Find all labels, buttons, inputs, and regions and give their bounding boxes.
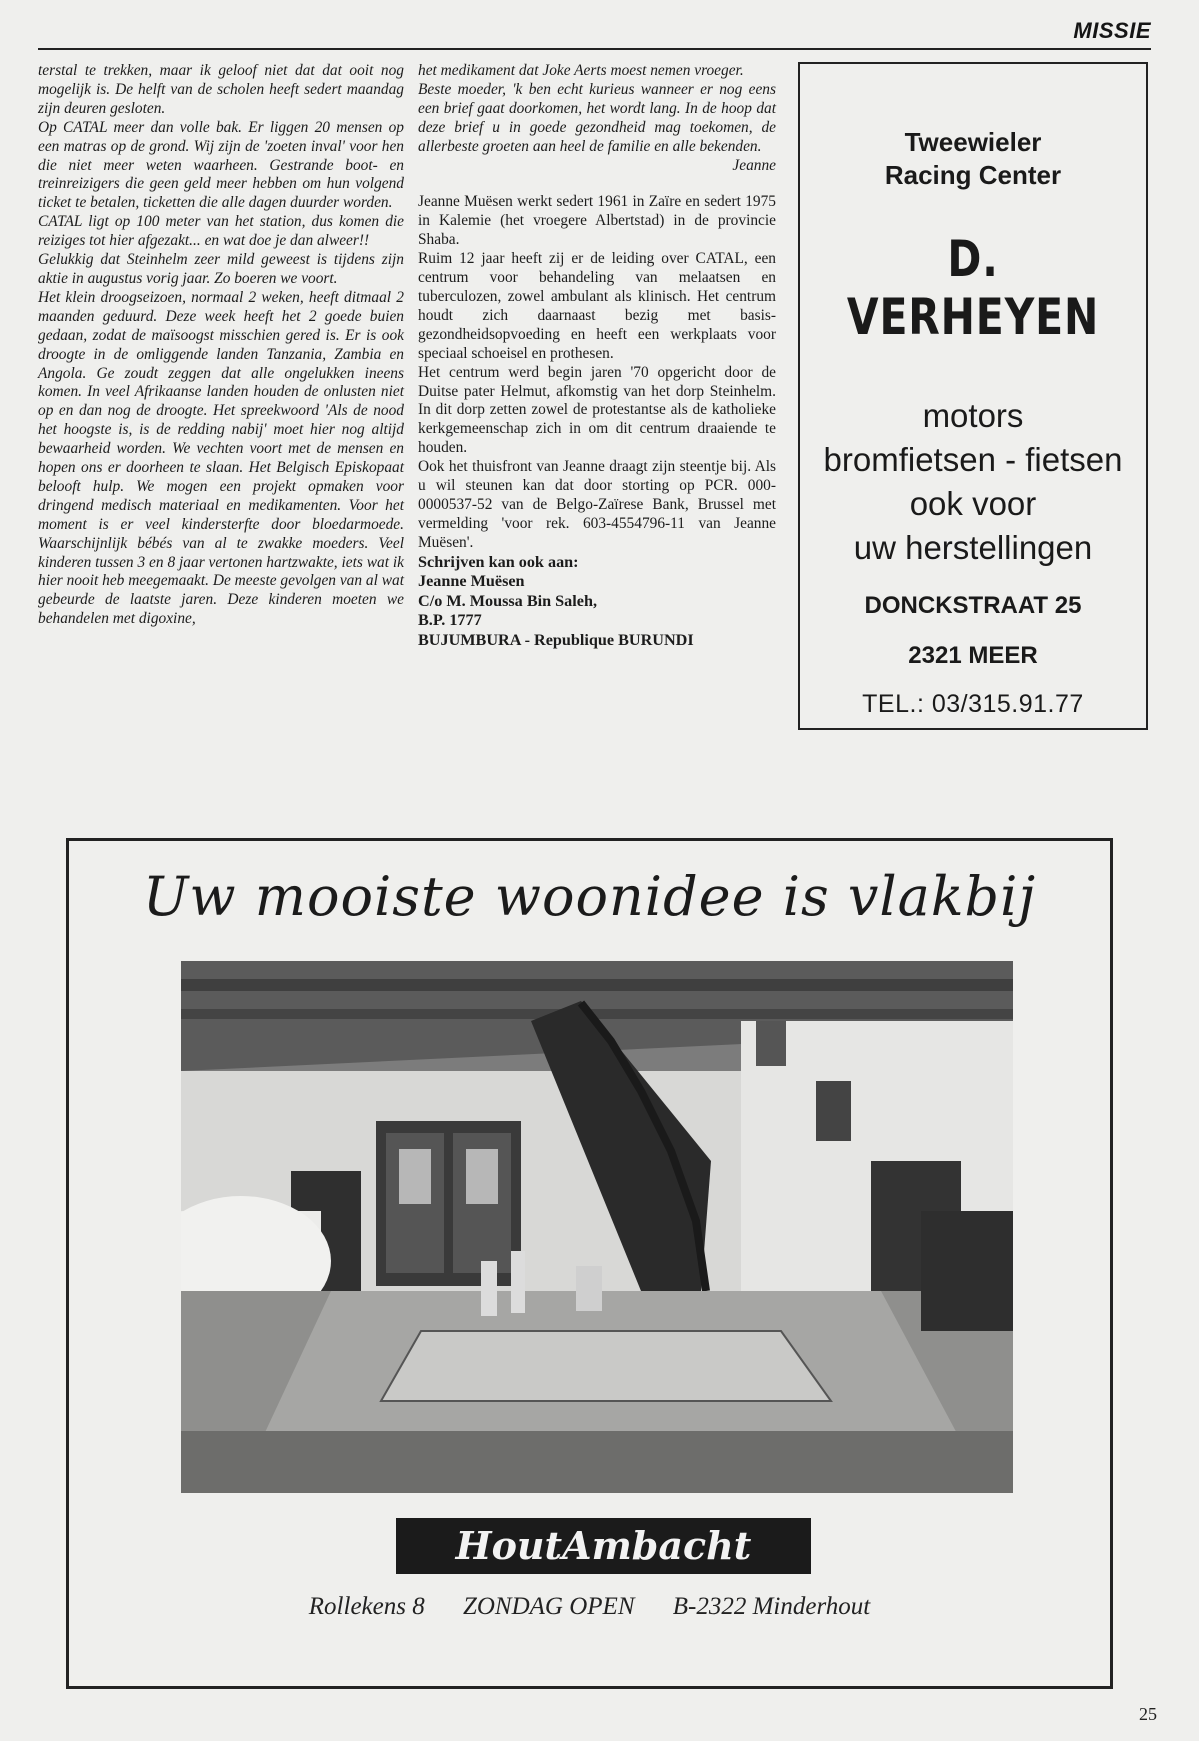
ad-phone: TEL.: 03/315.91.77 (862, 690, 1084, 718)
address-line: C/o M. Moussa Bin Saleh, (418, 591, 597, 610)
article-column-1 (38, 62, 404, 629)
ad-opening: ZONDAG OPEN (462, 1593, 635, 1620)
article-column-2 (418, 62, 776, 650)
ad-line: uw herstellingen (853, 529, 1093, 566)
ad-line: bromfietsen - fietsen (823, 441, 1123, 478)
paragraph: Gelukkig dat Steinhelm zeer mild geweest is tijdens zijn aktie in augustus vorig jaar. Zo boeren we voort. (38, 251, 404, 287)
houtambacht-advertisement (66, 838, 1113, 1689)
letter-paragraph: het medikament dat Joke Aerts moest nemen vroeger. (418, 62, 744, 79)
houtambacht-logo: HoutAmbacht (396, 1518, 811, 1574)
ad-tagline-line: Tweewieler (904, 127, 1042, 157)
paragraph: terstal te trekken, maar ik geloof niet dat dat ooit nog mogelijk is. De helft van de scholen heeft sedert maandag zijn deuren gesloten. (38, 62, 404, 117)
address-line: Schrijven kan ook aan: (418, 552, 579, 571)
paragraph: Jeanne Muësen werkt sedert 1961 in Zaïre en sedert 1975 in Kalemie (het vroegere Albertstad) in de provincie Shaba. (418, 193, 776, 249)
paragraph: Op CATAL meer dan volle bak. Er liggen 20 mensen op een matras op de grond. Wij zijn de 'zoeten inval' voor hen die niet meer weten waarheen. Gestrande boot- en treinreizigers die geen geld meer hebben om hun volgend ticket te betalen, ticketten die alle dagen duurder worden. (38, 118, 404, 212)
header-rule (38, 48, 1151, 50)
ad-city: 2321 MEER (908, 642, 1038, 669)
letter-signature: Jeanne (732, 156, 776, 174)
ad-headline: Uw mooiste woonidee is vlakbij (142, 865, 1037, 928)
paragraph: Het centrum werd begin jaren '70 opgericht door de Duitse pater Helmut, afkomstig van het dorp Steinhelm. In dit dorp zetten zowel de protestantse als de katholieke kerkgemeenschap zich in om dit centrum draaiende te houden. (418, 363, 776, 457)
ad-line: motors (922, 397, 1024, 434)
address-line: BUJUMBURA - Republique BURUNDI (418, 630, 694, 649)
interior-photo-illustration (181, 961, 1013, 1493)
paragraph: Ruim 12 jaar heeft zij er de leiding over CATAL, een centrum voor behandeling van melaatsen en tuberculozen, zowel ambulant als klinisch. Het centrum houdt zich daarnaast bezig met basis-gezondheidsopvoeding en heeft een werkplaats voor speciaal schoeisel en prothesen. (418, 250, 776, 362)
ad-tagline (800, 126, 1146, 192)
section-label: MISSIE (1073, 18, 1151, 43)
page-number: 25 (1139, 1704, 1157, 1724)
letter-paragraph: Beste moeder, 'k ben echt kurieus wanneer er nog eens een brief gaat doorkomen, het wordt lang. In de hoop dat deze brief u in goede gezondheid mag toekomen, de allerbeste groeten aan heel de familie en alle bekenden. (418, 80, 776, 155)
ad-footer (69, 1593, 1110, 1621)
interior-photo (181, 961, 1013, 1493)
paragraph: Het klein droogseizoen, normaal 2 weken, heeft ditmaal 2 maanden geduurd. Deze week heeft het 2 goede buien gedaan, zodat de maïsoogst misschien gered is. Er is ook droogte in de omliggende landen Tanzania, Zambia en Angola. Ge zoudt zeggen dat alle ongelukken ineens komen. In veel Afrikaanse landen houden de onlusten niet op en dan nog de droogte. Het spreekwoord 'Als de nood het hoogste is, is de redding nabij' moet hier nog altijd bewaarheid worden. We vechten voort met de mensen en hopen ons er doorheen te slaan. Het Belgisch Episkopaat belooft hulp. We mogen een projekt opmaken voor dringend medisch materiaal en medikamenten. Voor het moment is er veel kindersterfte door bloedarmoede. Waarschijnlijk bébés van al te zwakke moeders. Veel kinderen tussen 3 en 8 jaar vertonen hartzwakte, iets wat ik hier nooit heb meegemaakt. De meeste gevolgen van al wat gebeurde de laatste jaren. Deze kinderen moeten we behandelen met digoxine, (38, 288, 404, 628)
ad-company-name: D. VERHEYEN (846, 230, 1100, 346)
ad-line: ook voor (909, 485, 1037, 522)
ad-postcode: B-2322 Minderhout (672, 1593, 871, 1620)
ad-street: DONCKSTRAAT 25 (864, 592, 1082, 619)
paragraph: CATAL ligt op 100 meter van het station, dus komen die reiziges tot hier afgezakt... en wat doe je dan alweer!! (38, 213, 404, 250)
ad-tagline-line: Racing Center (884, 160, 1062, 190)
paragraph: Ook het thuisfront van Jeanne draagt zijn steentje bij. Als u wil steunen kan dat door storting op PCR. 000-0000537-52 van de Belgo-Zaïrese Bank, Brussel met vermelding 'voor rek. 603-4554796-11 van Jeanne Muësen'. (418, 458, 776, 551)
address-line: Jeanne Muësen (418, 572, 525, 591)
verheyen-advertisement (798, 62, 1148, 730)
ad-address: Rollekens 8 (308, 1593, 425, 1620)
address-line: B.P. 1777 (418, 611, 482, 630)
